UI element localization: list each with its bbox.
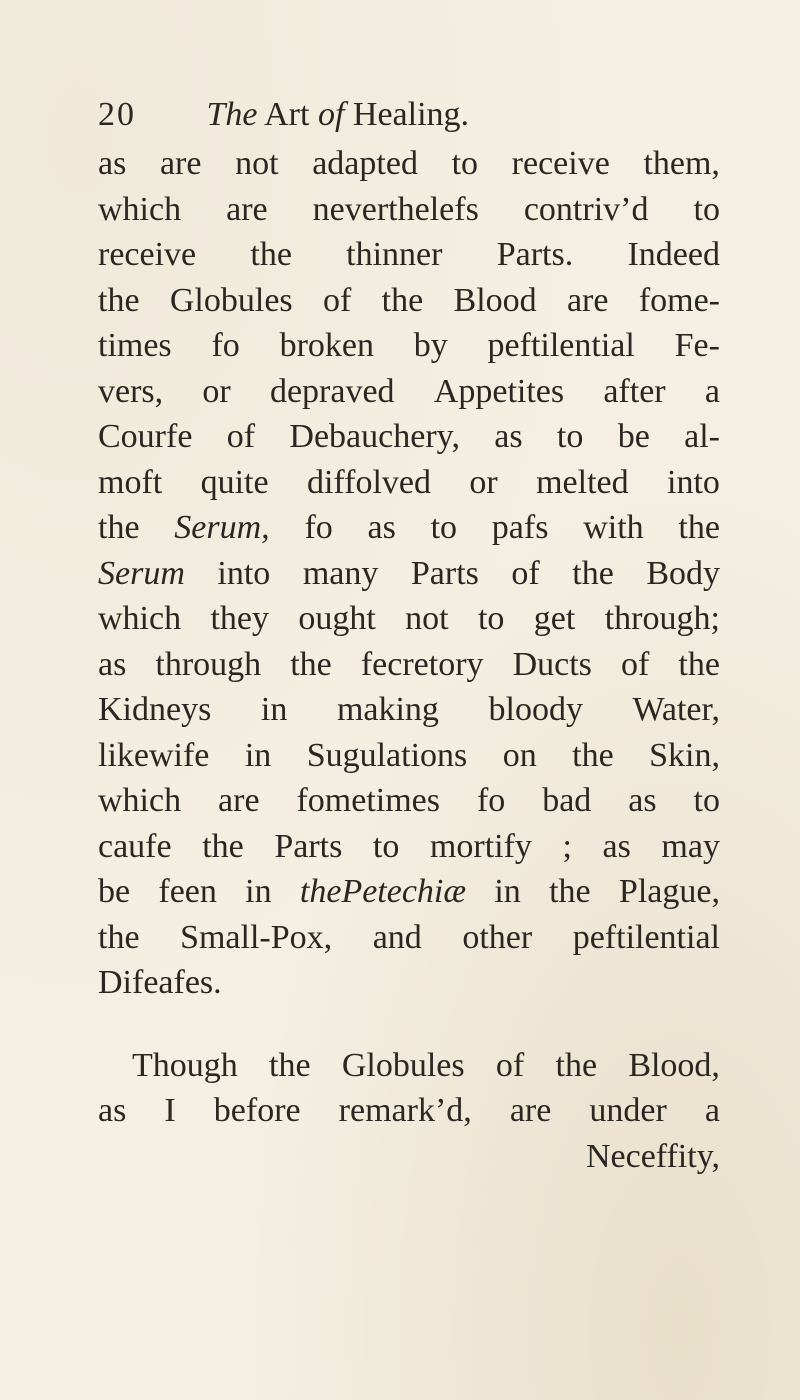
catchword: Neceffity, [585,1137,720,1175]
word: on [502,736,537,774]
word: through [155,645,262,683]
word: be [98,873,131,910]
word: to [693,190,720,228]
word: a [704,1092,720,1129]
word: to [556,418,584,455]
word: the [572,554,614,592]
body-text [98,141,720,1179]
word: the [98,509,140,546]
word: and [372,918,422,956]
word: the [250,236,292,273]
word: making [336,691,439,728]
word: to [477,600,505,637]
word: thinner [346,236,443,273]
word: are [566,281,609,319]
word: the [269,1046,311,1084]
word-italic: Serum [98,554,185,592]
text-line [98,187,720,233]
word: mortify [429,827,532,865]
word: Blood, [628,1046,720,1084]
word: with [583,509,644,546]
word: in [245,873,272,910]
word: to [451,145,479,182]
word: neverthelefs [312,190,479,228]
word: other [462,918,533,956]
word: under [589,1092,667,1129]
word: adapted [312,145,418,182]
word: the [572,736,614,774]
word: pafs [491,509,549,546]
word: caufe [98,827,172,865]
word: of [226,418,256,455]
word: or [202,372,231,410]
word: diffolved [306,463,431,501]
word: to [430,509,458,546]
word-italic: thePetechiæ [299,873,467,910]
word: the [98,281,140,319]
text-line [98,915,720,961]
word: by [413,327,448,364]
word: Indeed [627,236,720,273]
word: not [235,145,279,182]
word: depraved [269,372,395,410]
word: which [98,600,182,637]
paragraph-gap [98,1006,720,1043]
word: be [617,418,650,455]
word: peftilential [487,327,635,364]
word: melted [536,463,629,501]
word: receive [511,145,610,182]
word: into [217,554,271,592]
text-line [98,369,720,415]
word: Fe- [674,327,720,364]
text-line [98,824,720,870]
word: to [372,827,400,865]
word: Water, [632,691,720,728]
word: not [405,600,449,637]
word: the [678,645,720,683]
running-head [207,92,470,138]
text-line [98,778,720,824]
word: are [226,190,268,228]
page-header [98,92,730,138]
word: Parts [410,554,479,592]
word: Small-Pox, [180,918,333,956]
text-line [98,687,720,733]
word: fo [476,782,506,819]
word: get [533,600,576,637]
word: quite [200,463,269,501]
word: many [302,554,379,592]
word: Skin, [649,736,720,774]
word: Though [132,1046,238,1084]
word: the [290,645,332,683]
word: the [381,281,424,319]
word: Body [646,554,720,592]
word: Parts. [496,236,574,273]
word: moft [98,463,163,501]
word: as [367,509,396,546]
word: al- [684,418,720,455]
word: the [555,1046,598,1084]
word: the [98,918,140,956]
text-line [98,869,720,915]
word: times [98,327,172,364]
word: as [628,782,657,819]
word: Appetites [433,372,565,410]
word: are [509,1092,552,1129]
word: bad [542,782,592,819]
text-line [98,1043,720,1089]
word: Parts [274,827,343,865]
text-line [98,141,720,187]
text-line [98,278,720,324]
running-head-word: Art [264,96,310,133]
word: as [98,645,127,683]
word: contriv’d [523,190,649,228]
page-number: 20 [98,96,136,133]
word: fome- [638,281,720,319]
text-line [98,1088,720,1134]
word: into [667,463,720,501]
word: in [244,736,272,774]
word: the [549,873,591,910]
word: them, [643,145,720,182]
word: or [469,463,498,501]
word: in [260,691,288,728]
word: bloody [488,691,583,728]
word: before [213,1092,301,1129]
word: which [98,190,182,228]
word: of [322,281,352,319]
word: the [202,827,244,865]
word: a [704,372,720,410]
text-line [98,551,720,597]
running-head-word: of [317,96,345,133]
word: I [164,1092,176,1129]
word: feen [158,873,217,910]
word: Globules [169,281,293,319]
word: are [218,782,260,819]
word: Ducts [512,645,592,683]
word-italic: Serum, [174,509,270,546]
word: likewife [98,736,210,774]
word: Plague, [618,873,720,910]
word: remark’d, [338,1092,472,1129]
word: peftilential [572,918,720,956]
word: fo [304,509,333,546]
text-line [98,733,720,779]
word: as [98,145,127,182]
word: of [620,645,650,683]
word: ought [298,600,376,637]
running-head-word: The [206,96,258,133]
text-line [98,960,720,1006]
word: Blood [453,281,537,319]
text-line [98,505,720,551]
text-line [98,460,720,506]
word: fometimes [296,782,441,819]
word: after [603,372,666,410]
word: they [210,600,269,637]
text-line [98,596,720,642]
text-line [98,323,720,369]
word: as [602,827,631,865]
text-line [98,642,720,688]
text-line [98,232,720,278]
word: Globules [341,1046,465,1084]
word: the [678,509,720,546]
word: as [98,1092,127,1129]
word: Debauchery, [289,418,460,455]
word: Difeafes. [98,964,222,1001]
word: Sugulations [306,736,468,774]
word: through; [604,600,720,637]
word: Kidneys [98,691,212,728]
word: may [661,827,720,865]
word: are [159,145,202,182]
word: ; [562,827,572,865]
word: which [98,782,182,819]
word: vers, [98,372,164,410]
text-line [98,414,720,460]
word: of [495,1046,525,1084]
word: to [693,782,720,819]
word: Courfe [98,418,193,455]
word: of [511,554,540,592]
word: receive [98,236,197,273]
word: as [494,418,523,455]
running-head-word: Healing. [352,96,470,133]
catchword-line [98,1134,720,1180]
word: fecretory [360,645,484,683]
word: fo [211,327,240,364]
word: broken [279,327,374,364]
word: in [494,873,521,910]
